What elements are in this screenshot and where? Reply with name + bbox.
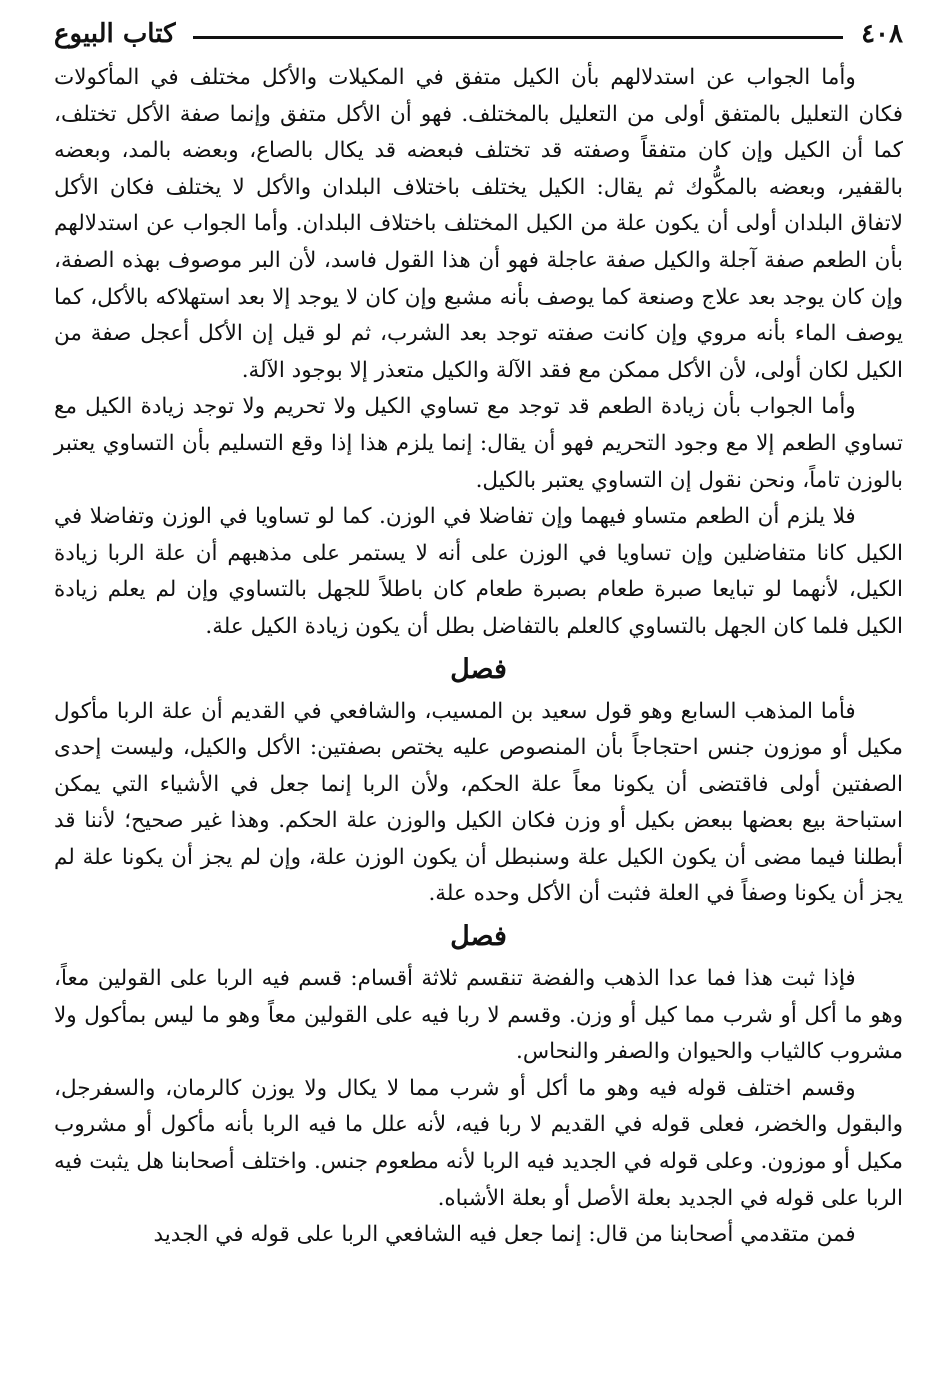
paragraph: فلا يلزم أن الطعم متساو فيهما وإن تفاضلا في الوزن. كما لو تساويا في الوزن وتفاضلا في الكيل كانا متفاضلين وإن تساويا في الوزن على أنه لا يستمر على مذهبهم أن علة الربا زيادة الكيل، لأنهما لو تبايعا صبرة طعام بصبرة طعام كان باطلاً للجهل بالتساوي وإن لم يعلم زيادة الكيل فلما كان الجهل بالتساوي كالعلم بالتفاضل بطل أن يكون زيادة الكيل علة.: [54, 504, 903, 639]
body-text: [54, 60, 903, 1254]
header-rule: [193, 36, 843, 39]
page-header: [54, 14, 903, 54]
running-title: كتاب البيوع: [54, 19, 176, 49]
paragraph: فمن متقدمي أصحابنا من قال: إنما جعل فيه الشافعي الربا على قوله في الجديد: [153, 1222, 856, 1248]
paragraph: وأما الجواب عن استدلالهم بأن الكيل متفق في المكيلات والأكل مختلف في المأكولات فكان التعليل بالمتفق أولى من التعليل بالمختلف. فهو أن الأكل متفق وإنما صفة الأكل تختلف، كما أن الكيل وإن كان متفقاً وصفته قد تختلف فبعضه قد يكال بالصاع، وبعضه بالمد، وبعضه بالقفير، وبعضه بالمكُّوك ثم يقال: الكيل يختلف باختلاف البلدان والأكل لا يختلف فكان الأكل لاتفاق البلدان أولى أن يكون علة من الكيل المختلف باختلاف البلدان. وأما الجواب عن استدلالهم بأن الطعم صفة آجلة والكيل صفة عاجلة فهو أن هذا القول فاسد، لأن البر موصوف بهذه الصفة، وإن كان يوجد بعد علاج وصنعة كما يوصف بأنه مشبع وإن كان لا يوجد إلا بعد استهلاكه بالأكل، كما يوصف الماء بأنه مروي وإن كانت صفته توجد بعد الشرب، ثم لو قيل إن الأكل أعجل صفة من الكيل لكان أولى، لأن الأكل ممكن مع فقد الآلة والكيل متعذر إلا بوجود الآلة.: [54, 65, 903, 383]
paragraph: فأما المذهب السابع وهو قول سعيد بن المسيب، والشافعي في القديم أن علة الربا مأكول مكيل أو موزون جنس احتجاجاً بأن المنصوص عليه يختص بصفتين: الأكل والكيل، وليست إحدى الصفتين أولى فاقتضى أن يكونا معاً علة الحكم، ولأن الربا إنما جعل في الأشياء التي يمكن استباحة بيع بعضها ببعض بكيل أو وزن فكان الكيل والوزن علة الحكم. وهذا غير صحيح؛ لأننا قد أبطلنا فيما مضى أن يكون الكيل علة وسنبطل أن يكون الوزن علة، وإن لم يجز أن يكونا علة لم يجز أن يكونا وصفاً في العلة فثبت أن الأكل وحده علة.: [54, 698, 903, 907]
paragraph: فإذا ثبت هذا فما عدا الذهب والفضة تنقسم ثلاثة أقسام: قسم فيه الربا على القولين معاً، وهو ما أكل أو شرب مما كيل أو وزن. وقسم لا ربا فيه على القولين معاً وهو ما ليس بمأكول ولا مشروب كالثياب والحيوان والصفر والنحاس.: [54, 966, 903, 1065]
section-heading: فصل: [450, 921, 507, 953]
paragraph: وأما الجواب بأن زيادة الطعم قد توجد مع تساوي الكيل ولا تحريم ولا توجد زيادة الكيل مع تساوي الطعم إلا مع وجود التحريم فهو أن يقال: إنما يلزم هذا إذا وقع التسليم بأن التساوي يعتبر بالوزن تاماً، ونحن نقول إن التساوي يعتبر بالكيل.: [54, 394, 903, 493]
page-number: ٤٠٨: [861, 19, 903, 49]
paragraph: وقسم اختلف قوله فيه وهو ما أكل أو شرب مما لا يكال ولا يوزن كالرمان، والسفرجل، والبقول والخضر، فعلى قوله في القديم لا ربا فيه، لأنه علل ما فيه الربا بأنه مأكول أو مشروب مكيل أو موزون. وعلى قوله في الجديد فيه الربا لأنه مطعوم جنس. واختلف أصحابنا هل يثبت فيه الربا على قوله في الجديد بعلة الأصل أو بعلة الأشباه.: [54, 1075, 903, 1211]
section-heading: فصل: [450, 653, 507, 685]
